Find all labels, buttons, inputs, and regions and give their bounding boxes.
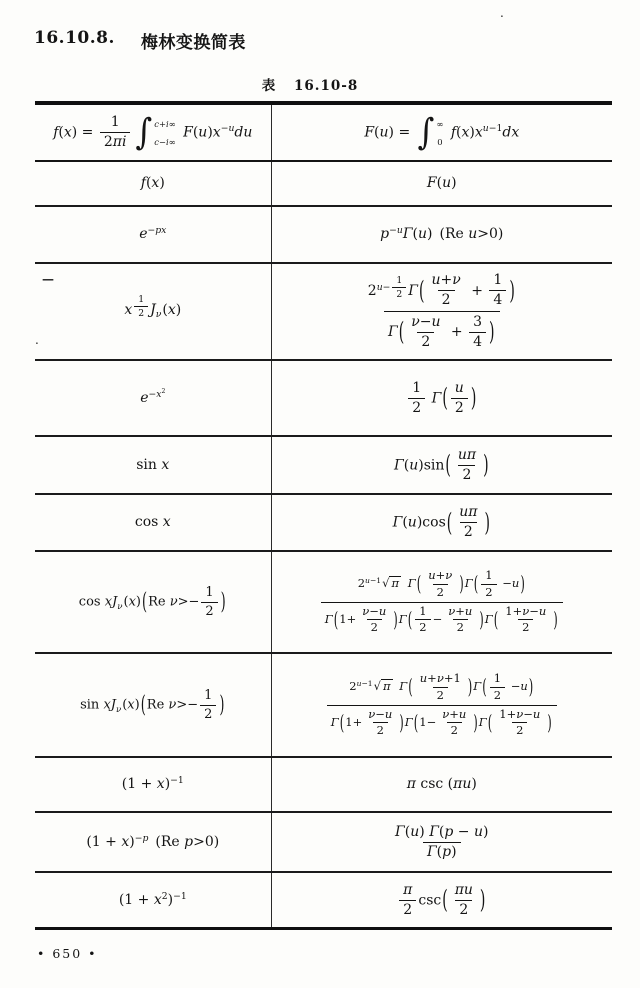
cell-Fu-formula: $2^{u-1}$ √ π Γ( $\frac{u+\nu+1}{2}$ )Γ( $\frac{1}{2}$ −u) Γ(1+ $\frac{\nu-u}{2}$ )Γ(1− $\frac{\nu+u}{2}$ )Γ( $\frac{1+\nu-u}{2}$ ) xyxy=(272,654,612,756)
table-row xyxy=(35,873,612,930)
cell-Fu-formula: $\frac{1}{2}$ Γ( $\frac{u}{2}$ ) xyxy=(272,361,612,435)
section-heading xyxy=(34,28,246,53)
table-row xyxy=(35,758,612,813)
table-row xyxy=(35,552,612,654)
cell-fx-formula: $(1 + x^2)^{-1}$ xyxy=(35,873,272,927)
page-number: • 650 • xyxy=(37,946,98,961)
cell-Fu-formula: Γ(u)cos( $\frac{u\pi}{2}$ ) xyxy=(392,504,490,540)
table-caption-label: 表 xyxy=(261,78,277,94)
cell-fx-formula: $\cos xJ_\nu(x)(Re$ ν>− $\frac{1}{2}$ ) xyxy=(35,552,272,652)
scan-artifact-dash: — xyxy=(42,272,54,286)
table-row xyxy=(35,654,612,758)
scan-artifact-dot: . xyxy=(35,333,39,347)
cell-fx-formula: cos x xyxy=(35,495,272,550)
cell-fx-formula: f(x) xyxy=(35,162,272,205)
cell-fx-formula: $(1 + x)^{-p}$ (Re p>0) xyxy=(35,813,272,871)
scan-artifact-dot: . xyxy=(500,6,504,20)
table-row xyxy=(35,495,612,552)
table-row xyxy=(35,264,612,361)
cell-fx-formula: sin x xyxy=(35,437,272,493)
cell-Fu-formula: F(u) xyxy=(426,175,457,192)
table-row xyxy=(35,207,612,264)
table-row xyxy=(35,105,612,162)
header-cell-forward-transform: F(u) = ∫ ∞ 0 $f(x)x^{u-1}dx$ xyxy=(364,110,520,154)
cell-fx-formula: $e^{-x^2}$ xyxy=(35,361,272,435)
table-row xyxy=(35,361,612,437)
mellin-transform-table xyxy=(35,101,612,930)
table-row xyxy=(35,162,612,207)
header-cell-inverse-transform: f(x) = $\frac{1}{2\pi i}$ ∫ c+i∞ c−i∞ $F(u)x^{-u}du$ xyxy=(35,105,272,160)
cell-Fu-formula: $\frac{\pi}{2}$ csc( $\frac{\pi u}{2}$ ) xyxy=(272,873,612,927)
cell-Fu-formula: π csc (πu) xyxy=(406,776,477,793)
table-row xyxy=(35,437,612,495)
cell-Fu-formula: $\frac{\Gamma(u) \Gamma(p - u)}{\Gamma(p)}$ xyxy=(395,823,489,860)
section-number: 16.10.8. xyxy=(34,28,115,48)
table-row xyxy=(35,813,612,873)
cell-fx-formula: x $^{\frac{1}{2}}$ $J_\nu(x)$ xyxy=(35,264,272,359)
section-title: 梅林变换简表 xyxy=(140,33,246,53)
cell-fx-formula: $(1 + x)^{-1}$ xyxy=(35,758,272,811)
table-caption-number: 16.10-8 xyxy=(293,78,359,94)
cell-Fu-formula: $2^{u- \frac{1}{2}}$ Γ( $\frac{u+\nu}{2}$ + $\frac{1}{4}$ ) Γ( $\frac{\nu-u}{2}$ + $\frac{3}{4}$ ) xyxy=(272,264,612,359)
cell-fx-formula: $e^{-px}$ xyxy=(35,207,272,262)
cell-Fu-formula: $p^{-u}\Gamma(u)$ (Re u>0) xyxy=(380,225,504,243)
cell-Fu-formula: Γ(u)sin( $\frac{u\pi}{2}$ ) xyxy=(394,446,489,483)
cell-Fu-formula: $2^{u-1}$ √ π Γ( $\frac{u+\nu}{2}$ )Γ( $\frac{1}{2}$ −u) Γ(1+ $\frac{\nu-u}{2}$ )Γ( $\frac{1}{2}$ − $\frac{\nu+u}{2}$ )Γ( $\frac{1+\nu-u}{2}$ ) xyxy=(272,552,612,652)
cell-fx-formula: $\sin xJ_\nu(x)(Re$ ν>− $\frac{1}{2}$ ) xyxy=(35,654,272,756)
table-caption xyxy=(0,74,620,94)
